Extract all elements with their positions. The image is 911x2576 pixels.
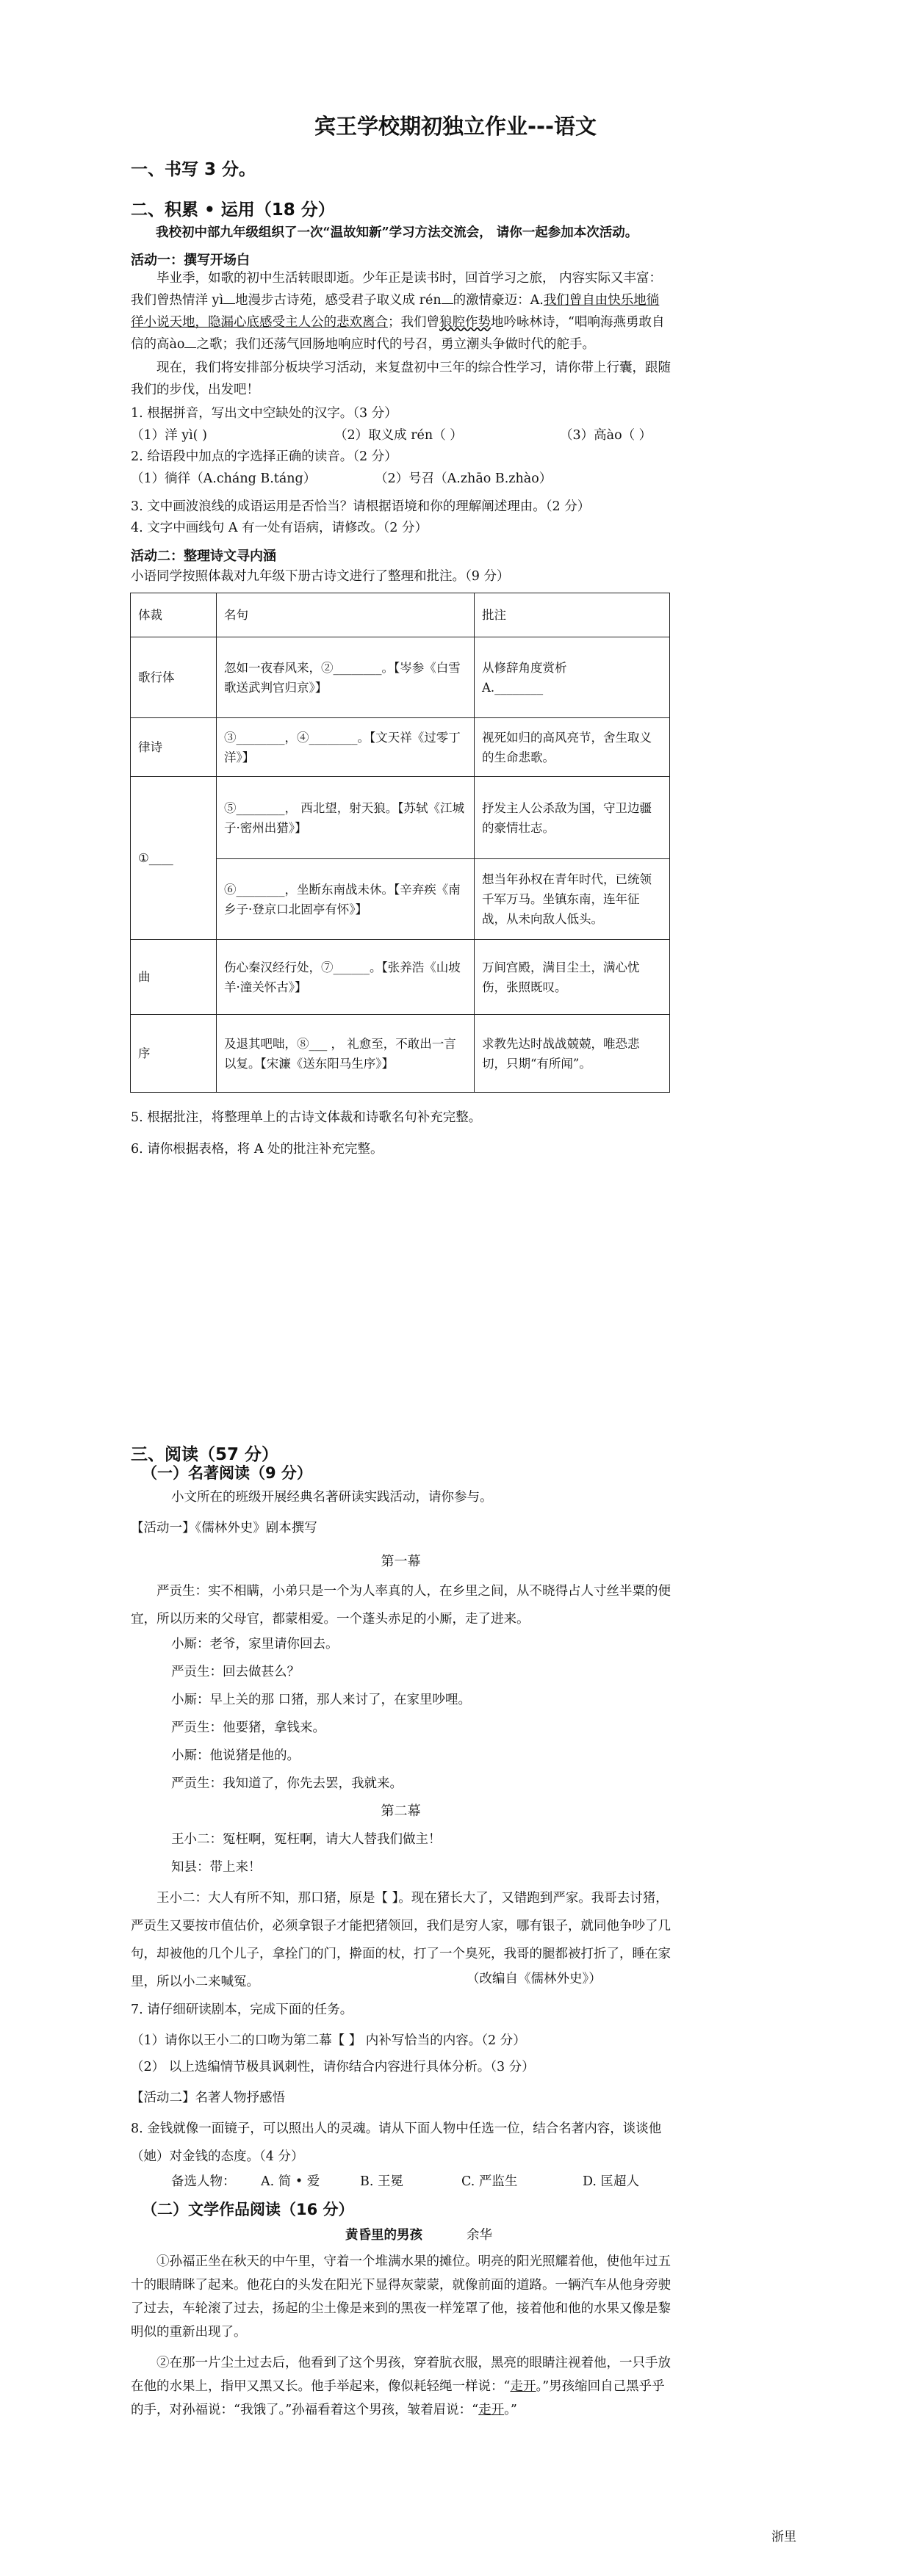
underlined-word: 走开 — [510, 2379, 536, 2394]
scene-1-line: 严贡生：回去做甚么？ — [171, 1665, 300, 1679]
scene-1-line: 严贡生：他要猪，拿钱来。 — [171, 1721, 325, 1735]
intro-text: 我校初中部九年级组织了一次“温故知新”学习方法交流会， 请你一起参加本次活动。 — [156, 225, 638, 240]
note-text: 从修辞角度赏析 — [482, 660, 567, 675]
line-cell: 及退其吧咄，⑧___ ， 礼愈至，不敢出一言以复。【宋濂《送东阳马生序》】 — [217, 1015, 475, 1093]
scene-1-line: 小厮：早上关的那 口猪，那人来讨了，在家里吵哩。 — [171, 1693, 472, 1707]
scene-1-line: 小厮：老爷，家里请你回去。 — [171, 1637, 339, 1651]
table-row — [131, 718, 670, 777]
activity-1-paragraph-2: 现在，我们将安排部分板块学习活动，来复盘初中三年的综合性学习，请你带上行囊，跟随我们的步伐，出发吧！ — [131, 361, 671, 397]
blank-box — [442, 290, 453, 304]
para-text: ②在那一片尘土过去后，他看到了这个男孩，穿着肮衣服，黑亮的眼睛注视着他，一只手放在他的水果上，指甲又黑又长。他手举起来，像似耗轻绳一样说：“ — [131, 2356, 671, 2394]
q1-item-3: （3）高ào（ ） — [560, 428, 652, 443]
page-footer: 浙里 — [771, 2530, 796, 2544]
story-author: 余华 — [467, 2228, 492, 2243]
genre-cell: 序 — [131, 1015, 217, 1093]
scene-1-line: 严贡生：我知道了，你先去罢，我就来。 — [171, 1776, 403, 1791]
story-paragraph-1: ①孙福正坐在秋天的中午里，守着一个堆满水果的摊位。明亮的阳光照耀着他，使他年过五十的眼睛眯了起来。他花白的头发在阳光下显得灰蒙蒙，就像前面的道路。一辆汽车从他身旁驶了过去，车轮滚了过去，扬起的尘土像是来到的黑夜一样笼罩了他，接着他和他的水果又像是黎明似的重新出现了。 — [131, 2254, 671, 2340]
question-7: 7. 请仔细研读剧本，完成下面的任务。 — [131, 2002, 353, 2017]
activity-1-title: 活动一：撰写开场白 — [131, 253, 250, 268]
para-text: ；我们曾 — [388, 315, 439, 330]
question-2: 2. 给语段中加点的字选择正确的读音。（2 分） — [131, 449, 397, 464]
subsection-1-heading: （一）名著阅读（9 分） — [142, 1464, 312, 1482]
scene-2-long-line: 王小二：大人有所不知，那口猪，原是【 】。现在猪长大了，又错跑到严家。我哥去讨猪，严贡生又要按市值估价，必须拿银子才能把猪领回，我们是穷人家，哪有银子，就同他争吵了几句，却被他的几个儿子，拿拴门的门，擀面的杖，打了一个臭死，我哥的腿都被打折了，睡在家里，所以小二来喊冤。 — [131, 1891, 671, 1989]
section-3-heading: 三、阅读（57 分） — [131, 1445, 279, 1464]
option-a: A. 简 • 爱 — [261, 2174, 320, 2189]
question-5: 5. 根据批注，将整理单上的古诗文体裁和诗歌名句补充完整。 — [131, 1110, 482, 1125]
scene-2-line: 知县：带上来！ — [171, 1860, 262, 1875]
line-cell: ⑥________，坐断东南战未休。【辛弃疾《南乡子·登京口北固亭有怀》】 — [217, 859, 475, 940]
genre-cell: 律诗 — [131, 718, 217, 777]
table-row — [131, 637, 670, 718]
activity-rulin-title: 【活动一】《儒林外史》剧本撰写 — [131, 1521, 317, 1535]
question-4: 4. 文字中画线句 A 有一处有语病，请修改。（2 分） — [131, 521, 428, 535]
para-text: 的激情豪迈：A. — [453, 293, 544, 308]
q7-item-2: （2） 以上选编情节极具讽刺性，请你结合内容进行具体分析。（3 分） — [131, 2060, 535, 2074]
activity-2-title: 活动二：整理诗文寻内涵 — [131, 549, 276, 564]
q2-item-1: （1）徜徉（A.cháng B.táng） — [131, 471, 317, 486]
scene-1-line: 严贡生：实不相瞒，小弟只是一个为人率真的人，在乡里之间，从不晓得占人寸丝半粟的便宜，所以历来的父母官，都蒙相爱。一个蓬头赤足的小厮，走了进来。 — [131, 1584, 671, 1627]
table-header-row — [131, 593, 670, 637]
note-cell: 抒发主人公杀敌为国，守卫边疆的豪情壮志。 — [475, 777, 670, 859]
note-cell: 视死如归的高风亮节，舍生取义的生命悲歌。 — [475, 718, 670, 777]
para-text: 。” — [504, 2403, 517, 2417]
para-text: 地吟咏林诗，“唱响海燕勇敢自信的高ào — [131, 315, 665, 352]
note-cell — [475, 637, 670, 718]
story-paragraph-2 — [131, 2351, 674, 2422]
table-row — [131, 777, 670, 859]
scene-1-title: 第一幕 — [381, 1554, 421, 1569]
note-blank-a: A.________ — [482, 680, 544, 695]
line-cell: ⑤________， 西北望，射天狼。【苏轼《江城子·密州出猎》】 — [217, 777, 475, 859]
section-2-heading: 二、积累 • 运用（18 分） — [131, 200, 335, 220]
page-title: 宾王学校期初独立作业---语文 — [314, 114, 597, 139]
note-cell: 想当年孙权在青年时代，已统领千军万马。坐镇东南，连年征战，从未向敌人低头。 — [475, 859, 670, 940]
option-c: C. 严监生 — [461, 2174, 518, 2189]
question-6: 6. 请你根据表格，将 A 处的批注补充完整。 — [131, 1142, 384, 1157]
para-text: 。”男孩缩回自己黑乎乎的手，对孙福说：“我饿了。”孙福看着这个男孩，皱着眉说：“ — [131, 2379, 665, 2417]
subsection-2-heading: （二）文学作品阅读（16 分） — [142, 2201, 354, 2218]
option-b: B. 王冕 — [360, 2174, 403, 2189]
story-title: 黄昏里的男孩 — [345, 2228, 422, 2243]
underlined-word: 走开 — [478, 2403, 505, 2417]
table-row — [131, 940, 670, 1015]
option-d: D. 匡超人 — [583, 2174, 640, 2189]
genre-cell: 曲 — [131, 940, 217, 1015]
para-text: 毕业季，如歌的初中生活转眼即逝。少年正是读书时，回首学习之旅， 内容实际又丰富：我们曾热情洋 yì — [131, 271, 663, 308]
subsection-1-intro: 小文所在的班级开展经典名著研读实践活动，请你参与。 — [171, 1490, 493, 1505]
q7-item-1: （1）请你以王小二的口吻为第二幕【 】 内补写恰当的内容。（2 分） — [131, 2033, 526, 2048]
para-text: 之歌；我们还荡气回肠地响应时代的号召，勇立潮头争做时代的舵手。 — [196, 337, 595, 352]
underlined-sentence-a: 我们曾自由快乐地徜徉小说天地，隐漏心底感受主人公的悲欢离合 — [131, 293, 660, 330]
genre-cell: ①____ — [131, 777, 217, 940]
header-line: 名句 — [217, 593, 475, 637]
source-note: （改编自《儒林外史》） — [467, 1972, 602, 1986]
activity-two-title: 【活动二】名著人物抒感悟 — [131, 2091, 285, 2105]
question-1: 1. 根据拼音，写出文中空缺处的汉字。（3 分） — [131, 406, 397, 421]
wavy-idiom: 狼腔作势 — [439, 315, 491, 330]
line-cell: 忽如一夜春风来，②________。【岑参《白雪歌送武判官归京》】 — [217, 637, 475, 718]
note-cell: 万间宫殿，满目尘土，满心忧伤，张照既叹。 — [475, 940, 670, 1015]
options-label: 备选人物： — [171, 2174, 236, 2189]
genre-cell: 歌行体 — [131, 637, 217, 718]
scene-2-line: 王小二：冤枉啊，冤枉啊，请大人替我们做主！ — [171, 1832, 442, 1847]
blank-box — [223, 290, 235, 304]
header-genre: 体裁 — [131, 593, 217, 637]
header-note: 批注 — [475, 593, 670, 637]
poem-table — [130, 593, 670, 1093]
blank-box — [184, 334, 196, 348]
line-cell: 伤心秦汉经行处，⑦______。【张养浩《山坡羊·潼关怀古》】 — [217, 940, 475, 1015]
question-3: 3. 文中画波浪线的成语运用是否恰当？请根据语境和你的理解阐述理由。（2 分） — [131, 499, 591, 514]
q1-item-1: （1）洋 yì( ) — [131, 428, 207, 443]
q2-item-2: （2）号召（A.zhāo B.zhào） — [375, 471, 552, 486]
section-1-heading: 一、书写 3 分。 — [131, 160, 256, 179]
line-cell: ③________，④________。【文天祥《过零丁洋》】 — [217, 718, 475, 777]
scene-1-line: 小厮：他说猪是他的。 — [171, 1748, 300, 1763]
scene-2-title: 第二幕 — [381, 1803, 421, 1819]
activity-1-paragraph — [131, 267, 671, 355]
q1-item-2: （2）取义成 rén（ ） — [334, 428, 463, 443]
para-text: 地漫步古诗苑，感受君子取义成 rén — [235, 293, 442, 308]
question-8: 8. 金钱就像一面镜子，可以照出人的灵魂。请从下面人物中任选一位，结合名著内容，谈谈他（她）对金钱的态度。（4 分） — [131, 2121, 662, 2164]
table-row — [131, 1015, 670, 1093]
activity-2-intro: 小语同学按照体裁对九年级下册古诗文进行了整理和批注。（9 分） — [131, 569, 510, 584]
note-cell: 求教先达时战战兢兢，唯恐悲切，只期“有所闻”。 — [475, 1015, 670, 1093]
